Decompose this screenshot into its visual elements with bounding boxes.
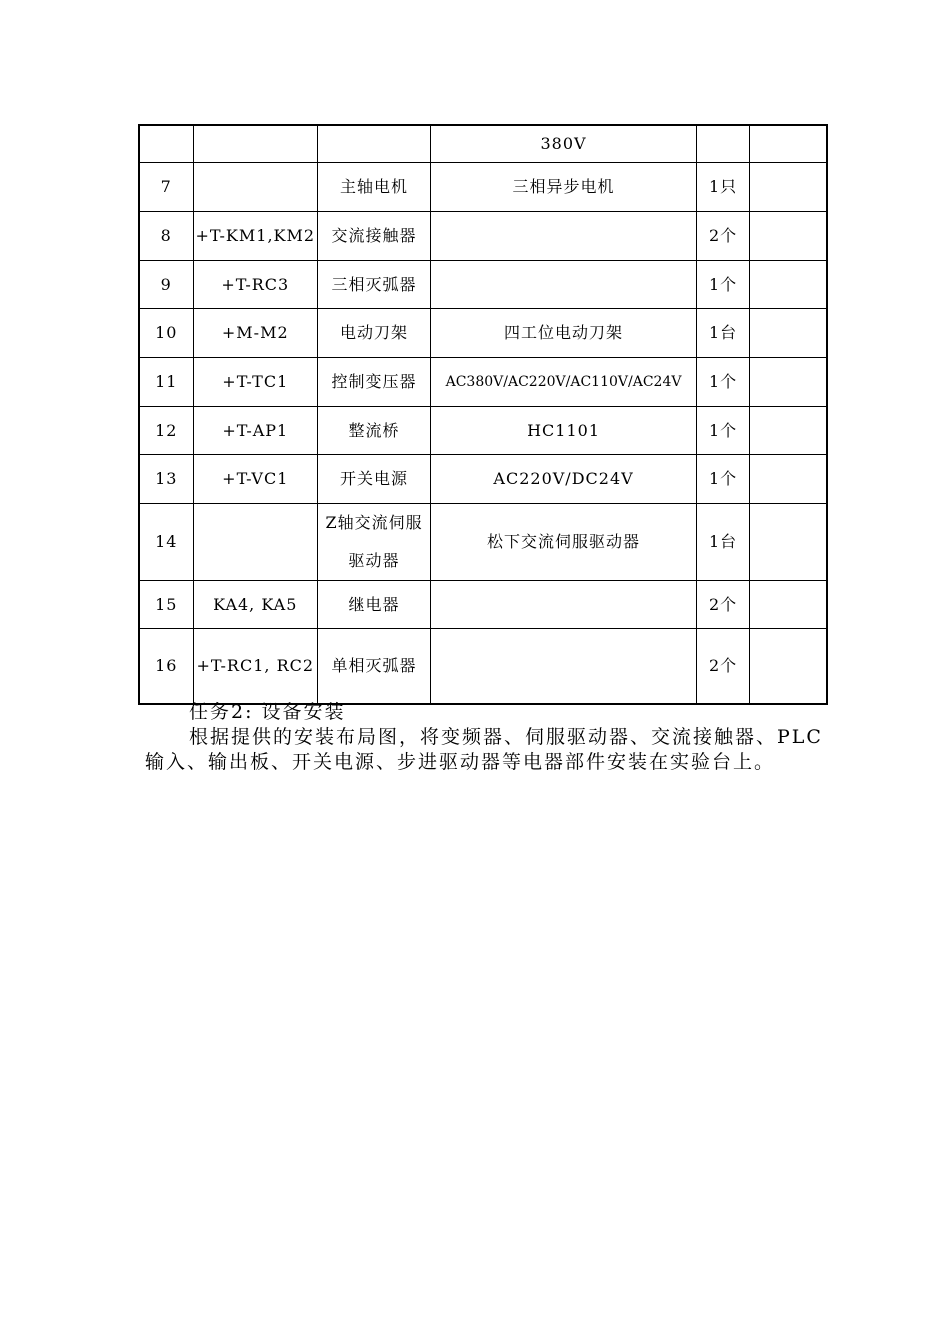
row-number-cell: 15: [139, 581, 193, 629]
table-row: [139, 504, 827, 581]
spec-cell: AC220V/DC24V: [431, 455, 697, 504]
code-cell: +T-TC1: [193, 358, 318, 407]
table-row: [139, 261, 827, 309]
name-cell: [318, 125, 431, 163]
name-cell: 单相灭弧器: [318, 629, 431, 704]
code-cell: +T-VC1: [193, 455, 318, 504]
spec-cell: [431, 261, 697, 309]
task-heading: 任务2: 设备安装: [189, 701, 346, 723]
code-cell: +T-RC1, RC2: [193, 629, 318, 704]
row-number-cell: 7: [139, 163, 193, 212]
row-number-cell: 9: [139, 261, 193, 309]
note-cell: [750, 261, 827, 309]
code-cell: +T-RC3: [193, 261, 318, 309]
note-cell: [750, 212, 827, 261]
task-body: 根据提供的安装布局图，将变频器、伺服驱动器、交流接触器、PLC输入、输出板、开关电源、步进驱动器等电器部件安装在实验台上。: [145, 726, 823, 773]
quantity-cell: 2个: [697, 629, 750, 704]
spec-cell: [431, 212, 697, 261]
table-row: [139, 407, 827, 455]
table-row: [139, 455, 827, 504]
quantity-cell: 1个: [697, 358, 750, 407]
task-section: [145, 700, 825, 775]
row-number-cell: 12: [139, 407, 193, 455]
name-cell: 整流桥: [318, 407, 431, 455]
table-row: [139, 212, 827, 261]
row-number-cell: 16: [139, 629, 193, 704]
code-cell: +T-KM1,KM2: [193, 212, 318, 261]
name-cell: 交流接触器: [318, 212, 431, 261]
note-cell: [750, 358, 827, 407]
quantity-cell: 1个: [697, 455, 750, 504]
table-row: [139, 581, 827, 629]
name-cell: 主轴电机: [318, 163, 431, 212]
spec-cell: 三相异步电机: [431, 163, 697, 212]
spec-cell: 380V: [431, 125, 697, 163]
note-cell: [750, 407, 827, 455]
quantity-cell: [697, 125, 750, 163]
spec-cell: 松下交流伺服驱动器: [431, 504, 697, 581]
code-cell: +M-M2: [193, 309, 318, 358]
table-row: [139, 125, 827, 163]
spec-cell: [431, 629, 697, 704]
note-cell: [750, 504, 827, 581]
quantity-cell: 2个: [697, 581, 750, 629]
code-cell: +T-AP1: [193, 407, 318, 455]
spec-cell: [431, 581, 697, 629]
row-number-cell: 13: [139, 455, 193, 504]
row-number-cell: [139, 125, 193, 163]
name-cell: 继电器: [318, 581, 431, 629]
name-cell: 控制变压器: [318, 358, 431, 407]
row-number-cell: 14: [139, 504, 193, 581]
spec-cell: 四工位电动刀架: [431, 309, 697, 358]
code-cell: KA4, KA5: [193, 581, 318, 629]
quantity-cell: 1台: [697, 309, 750, 358]
name-cell: Z轴交流伺服驱动器: [318, 504, 431, 581]
table-row: [139, 163, 827, 212]
quantity-cell: 1只: [697, 163, 750, 212]
table-row: [139, 629, 827, 704]
note-cell: [750, 629, 827, 704]
table-row: [139, 358, 827, 407]
quantity-cell: 1个: [697, 261, 750, 309]
name-cell: 电动刀架: [318, 309, 431, 358]
note-cell: [750, 581, 827, 629]
code-cell: [193, 163, 318, 212]
quantity-cell: 1个: [697, 407, 750, 455]
note-cell: [750, 125, 827, 163]
quantity-cell: 1台: [697, 504, 750, 581]
name-cell: 开关电源: [318, 455, 431, 504]
row-number-cell: 10: [139, 309, 193, 358]
table-row: [139, 309, 827, 358]
note-cell: [750, 455, 827, 504]
spec-cell: AC380V/AC220V/AC110V/AC24V: [431, 358, 697, 407]
spec-cell: HC1101: [431, 407, 697, 455]
name-cell: 三相灭弧器: [318, 261, 431, 309]
row-number-cell: 8: [139, 212, 193, 261]
quantity-cell: 2个: [697, 212, 750, 261]
code-cell: [193, 125, 318, 163]
row-number-cell: 11: [139, 358, 193, 407]
note-cell: [750, 309, 827, 358]
equipment-table: [138, 124, 828, 705]
note-cell: [750, 163, 827, 212]
code-cell: [193, 504, 318, 581]
